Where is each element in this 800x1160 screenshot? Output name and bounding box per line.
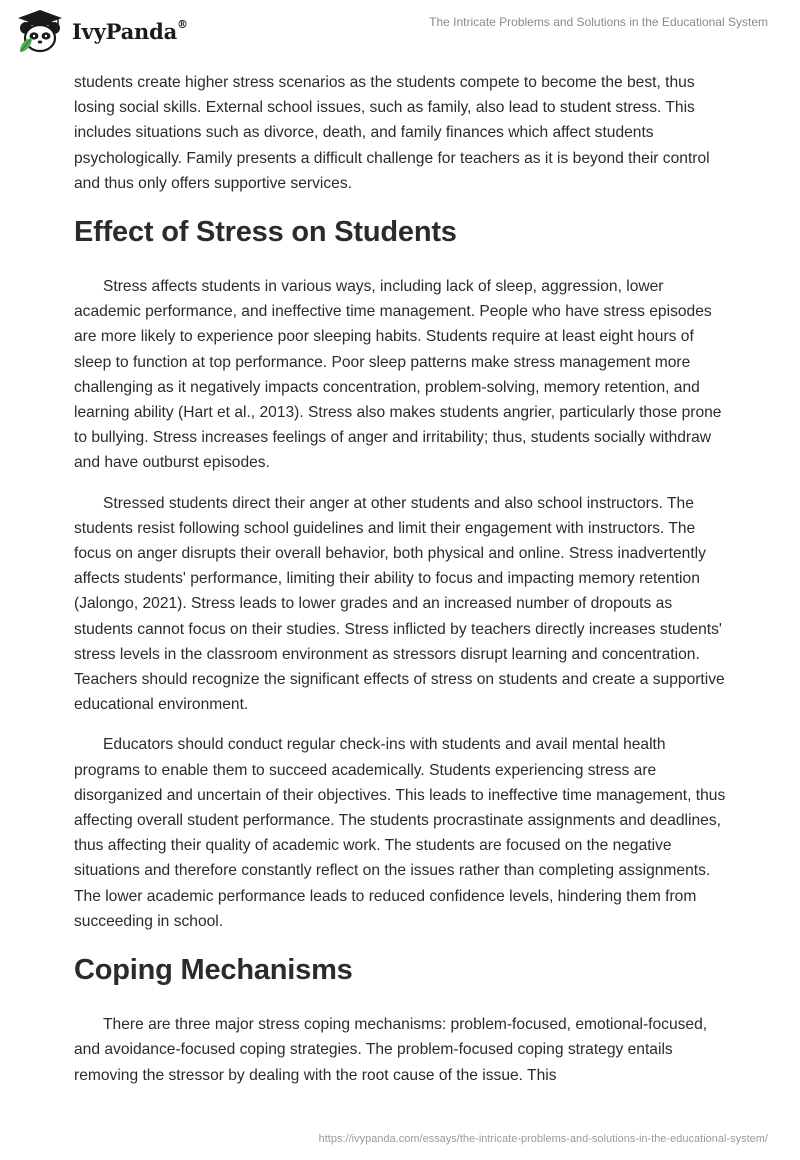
paragraph: Stressed students direct their anger at other students and also school instructors. The students resist following school guidelines and limit their engagement with instructors. The focus on anger disrupts their overall behavior, both physical and online. Stress inadvertently affects students' performance, limiting their ability to focus and impacting memory retention (Jalongo, 2021). Stress leads to lower grades and an increased number of dropouts as students cannot focus on their studies. Stress inflicted by teachers directly increases students' stress levels in the classroom environment as stressors disrupt learning and concentration. Teachers should recognize the significant effects of stress on students and create a supportive educational environment. [74, 494, 725, 714]
intro-paragraph: students create higher stress scenarios as the students compete to become the best, thus losing social skills. External school issues, such as family, also lead to student stress. This includes situations such as divorce, death, and family finances which affect students psychologically. Family presents a difficult challenge for teachers as it is beyond their control and thus only offers supportive services. [74, 74, 710, 192]
brand-name: IvyPanda® [72, 17, 188, 44]
paragraph: There are three major stress coping mechanisms: problem-focused, emotional-focused, and avoidance-focused coping strategies. The problem-focused coping strategy entails removing the stressor by dealing with the root cause of the issue. This [74, 1016, 708, 1084]
page-header [0, 0, 800, 68]
paragraph: Educators should conduct regular check-ins with students and avail mental health programs to enable them to succeed academically. Students experiencing stress are disorganized and uncertain of their objectives. This leads to ineffective time management, thus affecting overall student performance. The students procrastinate assignments and deadlines, thus affecting their quality of academic work. The students are focused on the negative situations and therefore constantly reflect on the issues rather than completing assignments. The lower academic performance leads to reduced confidence levels, hindering them from succeeding in school. [74, 736, 726, 930]
section-heading-effect-of-stress: Effect of Stress on Students [74, 216, 457, 249]
panda-logo-icon [14, 8, 66, 56]
ivypanda-logo[interactable] [14, 8, 188, 56]
source-url[interactable]: https://ivypanda.com/essays/the-intricate-problems-and-solutions-in-the-educational-system/ [318, 1133, 768, 1145]
essay-content [74, 70, 730, 1103]
document-title: The Intricate Problems and Solutions in the Educational System [429, 15, 768, 29]
section-heading-coping-mechanisms: Coping Mechanisms [74, 954, 353, 987]
paragraph: Stress affects students in various ways, including lack of sleep, aggression, lower academic performance, and ineffective time management. People who have stress episodes are more likely to experience poor sleeping habits. Students require at least eight hours of sleep to function at top performance. Poor sleep patterns make stress management more challenging as it negatively impacts concentration, problem-solving, memory retention, and learning ability (Hart et al., 2013). Stress also makes students angrier, particularly those prone to bullying. Stress increases feelings of anger and irritability; thus, students socially withdraw and have outburst episodes. [74, 278, 722, 472]
